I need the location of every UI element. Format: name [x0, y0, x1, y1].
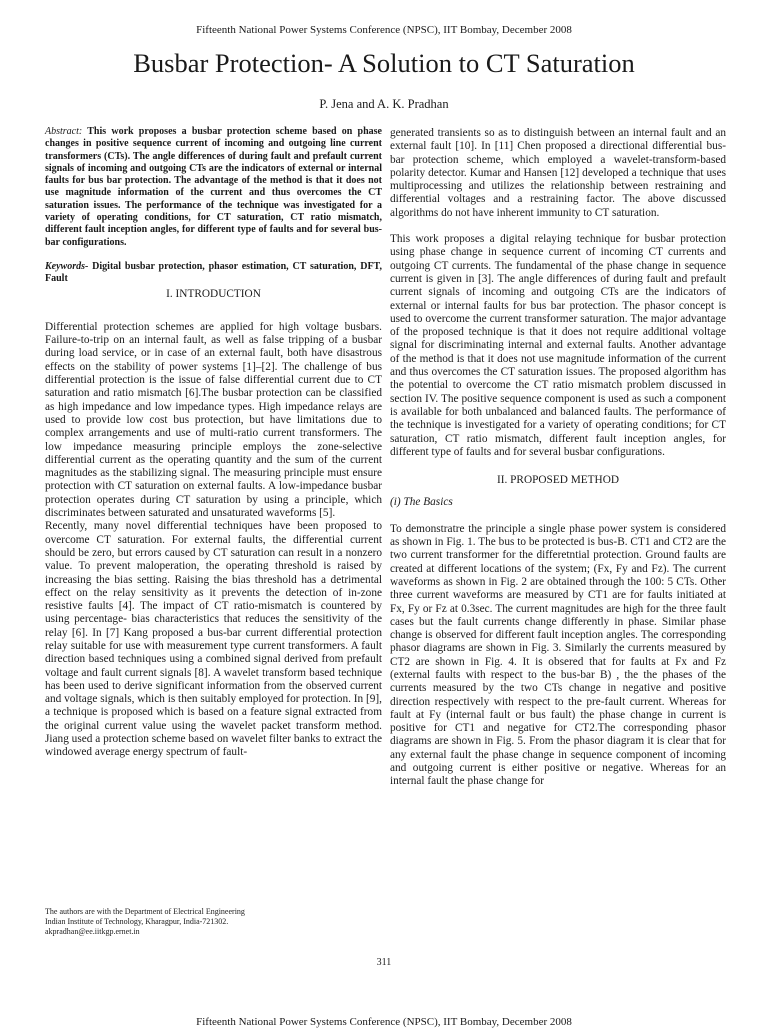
right-column [390, 127, 726, 789]
subsection-heading-basics: (i) The Basics [390, 496, 453, 509]
section-heading-introduction: I. INTRODUCTION [166, 287, 261, 300]
intro-paragraph-proposal: This work proposes a digital relaying technique for busbar protection using phase change in sequence current of incoming CT currents and outgoing CT currents. The fundamental of the phase change in sequence current is given in [3]. The angle differences of during fault and prefault current signals of incoming and outgoing CTs are the indicators of external or internal faults for bus bar protection. The phasor concept is used to overcome the current transformer saturation. The major advantage of the proposed technique is that it does not require additional voltage signal for discriminating internal and external faults. Another advantage of the method is that it does not use magnitude information of the current and thus overcomes the CT saturation issues. The proposed algorithm has the potential to overcome the CT ratio mismatch problem discussed in section IV. The positive sequence component is used as such a component is available for both unbalanced and balanced faults. The performance of the technique is investigated for a variety of operating conditions; for CT saturation, CT ratio mismatch, different fault inception angles, for different type of faults and for several busbar configurations. [390, 233, 726, 458]
conference-footer: Fifteenth National Power Systems Conference (NPSC), IIT Bombay, December 2008 [196, 1016, 572, 1028]
footnote-email: akpradhan@ee.iitkgp.ernet.in [45, 927, 140, 936]
author-footnote [45, 907, 382, 937]
keywords-label: Keywords- [45, 260, 89, 272]
footnote-line: Indian Institute of Technology, Kharagpur, India-721302. [45, 917, 229, 926]
section-heading-proposed-method: II. PROPOSED METHOD [496, 474, 620, 487]
intro-paragraph-2: Recently, many novel differential techniques have been proposed to overcome CT saturation. For external faults, the differential current should be zero, but errors caused by CT saturation can result in a nonzero value. To prevent maloperation, the operating threshold is raised by increasing the bias setting. Raising the bias threshold has a detrimental effect on the relay sensitivity as it prevents the detection of in-zone resistive faults [4]. The impact of CT ratio-mismatch is countered by using percentage- bias characteristics that reduces the sensitivity of the relay [6]. In [7] Kang proposed a bus-bar current differential protection relay suitable for use with measurement type current transformers. A fault direction based techniques using a combined signal derived from prefault voltage and fault current signals [8]. A wavelet transform based technique has been used to derive significant information from the observed current and voltage signals, which is then suitably employed for protection. In [9], a technique is proposed which is based on a feature signal extracted from the original current value using the wavelet packet transform method. Jiang used a protection scheme based on wavelet filter banks to extract the windowed average energy spectrum of fault- [45, 520, 382, 759]
left-column [45, 126, 382, 760]
page-number: 311 [376, 957, 392, 968]
abstract [45, 126, 382, 249]
keywords [45, 261, 382, 286]
keywords-text: Digital busbar protection, phasor estimation, CT saturation, DFT, Fault [45, 260, 382, 285]
intro-paragraph-continued: generated transients so as to distinguish between an internal fault and an external fault [10]. In [11] Chen proposed a directional differential bus-bar protection scheme, which employed a wavelet-transform-based polarity detector. Kumar and Hansen [12] developed a technique that uses multiprocessing and utilizes the relationship between restraining and differential voltages and a restraining factor. The above discussed algorithms do not have inherent immunity to CT saturation. [390, 127, 726, 219]
paper-title: Busbar Protection- A Solution to CT Saturation [133, 48, 635, 78]
abstract-label: Abstract: [45, 126, 83, 137]
abstract-text: This work proposes a busbar protection scheme based on phase changes in positive sequence current of incoming and outgoing line current transformers (CTs). The angle differences of during fault and prefault current signals of incoming and outgoing CTs are the indicators of external or internal faults for bus bar protection. The advantage of the method is that it does not use magnitude information of the current and thus overcomes the CT saturation issues. The performance of the technique was investigated for a variety of operating conditions, for CT saturation, CT ratio mismatch, different fault inception angles, for different type of faults and for several bus-bar configurations. [45, 126, 382, 248]
intro-paragraph: Differential protection schemes are applied for high voltage busbars. Failure-to-trip on an internal fault, as well as false tripping of a busbar during load service, or in case of an external fault, both have disastrous effects on the stability of power systems [1]–[2]. The challenge of bus differential protection is the issue of false differential current due to CT saturation and ratio mismatch [6].The busbar protection can be classified as high impedance and low impedance types. High impedance relays are used to provide low cost bus protection, but have limitations due to complex arrangements and use of multi-ratio current transformers. The low impedance measuring principle employs the zone-selective differential current as the operating quantity and the sum of the current magnitudes as the stabilizing signal. The measuring principle must ensure protection with CT saturation on external faults. A low-impedance busbar protection operates during CT saturation by using a principle, which discriminates between saturated and unsaturated waveforms [5]. [45, 320, 382, 520]
paper-authors: P. Jena and A. K. Pradhan [319, 97, 449, 111]
basics-paragraph: To demonstratre the principle a single phase power system is considered as shown in Fig. 1. The bus to be protected is bus-B. CT1 and CT2 are the two current transformer for the differetntial protection. Ground faults are created at different locations of the system; (Fx, Fy and Fz). The current waveforms as shown in Fig. 2 are obtained through the 100: 5 CTs. Other three current waveforms are measured by CT1 are for faults initiated at Fx, Fy or Fz at 0.3sec. The current magnitudes are high for the three fault cases but the fault currents change differently in phase. Similar phase change is observed for different fault inception angles. The corresponding phasor diagrams are shown in Fig. 3. Similarly the currents measured by CT2 are shown in Fig. 4. It is obsered that for faults at Fx and Fz (external faults with respect to the bus-bar B) , the the phases of the currents measured by the two CTs change in negative and positive direction respectively with respect to the pre-fault current. Whereas for fault at Fy (internal fault or bus fault) the phase change in current is positive for CT1 and negative for CT2.The corresponding phasor diagrams are shown in Fig. 5. From the phasor diagram it is clear that for any external fault the phase change in sequence component of incoming and outgoing current is either positive or negative. Whereas for an internal fault the phase change for [390, 522, 726, 788]
footnote-line: The authors are with the Department of Electrical Engineering [45, 907, 245, 916]
conference-header: Fifteenth National Power Systems Conference (NPSC), IIT Bombay, December 2008 [196, 24, 572, 36]
